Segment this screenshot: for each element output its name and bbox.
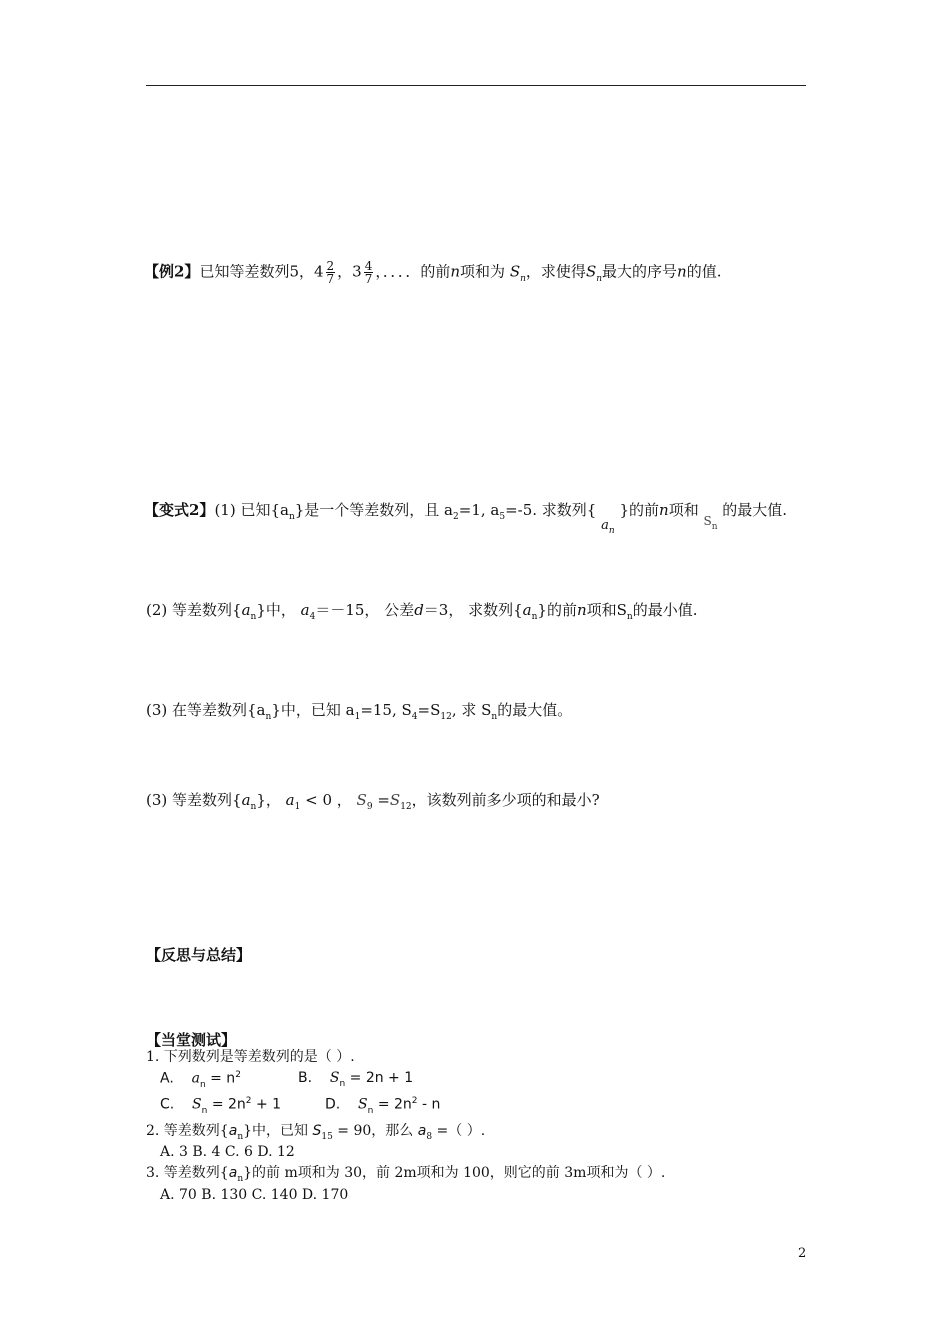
question-3-b [146,790,600,813]
subscript-1: 1 [294,802,301,812]
variant-text: }是一个等差数列，且 a [294,501,454,519]
var-S: S [329,1070,340,1086]
q3-text: }的前 m项和为 30，前 2m项和为 100，则它的前 3m项和为（ ）. [243,1165,666,1181]
subscript-n: n [531,612,538,622]
q3a-text: 的最大值。 [497,701,573,719]
subscript-n: n [250,802,257,812]
separator: ，3 [337,262,362,281]
var-a: a [241,791,251,809]
var-S: S [192,1096,202,1113]
var-a: a [300,601,310,619]
option-expr: = 2n + 1 [349,1070,414,1086]
example-2-label: 【例2】 [144,262,200,281]
variant-text: 项和 [668,501,699,519]
subscript-15: 15 [321,1132,333,1142]
fraction-numerator: 4 [364,259,373,273]
fraction-numerator: 2 [326,259,335,273]
subscript-12: 12 [400,802,412,812]
question-2 [146,600,698,623]
q3b-text: < 0 ， [305,791,352,809]
variant-text: =1, a [458,501,500,519]
variant-text: =-5. 求数列{ [505,501,597,519]
superscript-2: 2 [235,1070,241,1080]
q2-text: 2. 等差数列{ [146,1123,229,1139]
subscript-2: 2 [453,512,459,522]
subscript-8: 8 [426,1132,433,1142]
test-q1-optC [160,1096,282,1116]
var-S: S [616,601,627,619]
var-a: a [228,1165,238,1181]
subscript-n: n [339,1079,346,1089]
var-n: n [677,262,687,281]
subscript-n: n [237,1174,244,1184]
test-q3 [146,1164,665,1184]
q2-text: 项和 [586,601,617,619]
var-S: S [509,262,521,281]
var-S: S [703,514,712,528]
var-n: n [659,501,669,519]
subscript-n: n [201,1105,208,1116]
variant-2-part-1 [144,500,788,536]
fraction-denominator: 7 [326,272,335,286]
variant-2-label: 【变式2】 [144,501,215,519]
example-2-text: 项和为 [460,262,506,281]
subscript-4: 4 [411,712,418,722]
subscript-9: 9 [366,802,373,812]
var-a: a [228,1123,238,1139]
example-2 [144,260,721,285]
option-label: A. [160,1070,174,1087]
q2-text: ＝3， 求数列{ [423,601,523,619]
test-q3-options: A. 70 B. 130 C. 140 D. 170 [160,1187,349,1203]
subscript-n: n [367,1105,374,1116]
superscript-2: 2 [411,1096,418,1106]
q2-text: }的前 [537,601,577,619]
var-a: a [191,1070,200,1087]
test-q2 [146,1122,485,1142]
subscript-n: n [250,612,257,622]
example-2-text: 的值. [686,262,722,281]
subscript-12: 12 [440,712,452,722]
var-S: S [389,791,401,809]
test-q1-optD [325,1096,441,1116]
option-label: C. [160,1096,175,1113]
subscript-n: n [608,526,615,536]
subscript-n: n [265,712,272,722]
test-q1-optA [160,1070,241,1090]
question-3-a [146,700,572,723]
option-expr: = 2n [377,1096,412,1113]
var-a: a [417,1123,427,1139]
subscript-n: n [288,512,295,522]
test-q1-optB [298,1070,414,1089]
example-2-text: ，求使得 [525,262,586,281]
q2-text: ＝－15， 公差 [315,601,415,619]
q3b-text: }， [256,791,281,809]
q2-text: =（ ）. [436,1123,486,1139]
subscript-4: 4 [309,612,316,622]
var-S-n [703,514,718,532]
subscript-1: 1 [354,712,361,722]
subscript-n: n [237,1132,244,1142]
q3a-text: }中，已知 a [271,701,355,719]
example-2-text: 已知等差数列5，4 [199,262,324,281]
q3a-text: =S [417,701,441,719]
var-S: S [312,1123,322,1139]
test-q1: 1. 下列数列是等差数列的是（ ）. [146,1049,355,1065]
page-number: 2 [798,1246,807,1261]
header-rule [146,85,806,86]
q3-text: 3. 等差数列{ [146,1165,229,1181]
q2-text: }中，已知 [243,1123,309,1139]
fraction-denominator: 7 [364,272,373,286]
option-expr: = 2n [211,1096,246,1113]
option-expr: - n [421,1096,441,1113]
q3a-text: , 求 S [451,701,492,719]
var-a: a [285,791,295,809]
option-expr: + 1 [255,1096,282,1113]
subscript-n: n [626,612,633,622]
q3b-text: (3) 等差数列{ [146,791,242,809]
var-a: a [522,601,532,619]
q2-text: 的最小值. [632,601,698,619]
superscript-2: 2 [245,1096,252,1106]
var-a: a [241,601,251,619]
example-2-text: ，．．．．的前 [375,262,451,281]
var-S: S [358,1096,368,1113]
test-q2-options: A. 3 B. 4 C. 6 D. 12 [160,1144,295,1160]
q3a-text: (3) 在等差数列{a [146,701,266,719]
var-n: n [450,262,461,281]
fraction-2-7 [326,260,336,285]
subscript-n: n [491,712,498,722]
fraction-4-7 [364,260,374,285]
test-heading: 【当堂测试】 [146,1031,237,1049]
q2-text: }中， [256,601,296,619]
example-2-text: 最大的序号 [602,262,678,281]
subscript-5: 5 [499,512,506,522]
var-n: n [576,601,587,619]
var-d: d [414,601,424,619]
q3b-text: ，该数列前多少项的和最小? [411,791,600,809]
variant-text: (1) 已知{a [214,501,289,519]
subscript-n: n [520,273,526,284]
option-label: D. [325,1096,341,1113]
q3b-text: = [377,791,390,809]
subscript-n: n [711,522,718,532]
q2-text: = 90，那么 [337,1123,414,1139]
var-a-n [601,518,615,536]
option-expr: = n [210,1070,236,1087]
q2-text: (2) 等差数列{ [146,601,242,619]
subscript-n: n [596,273,603,284]
subscript-n: n [199,1079,206,1090]
var-S: S [585,262,597,281]
variant-text: }的前 [619,501,660,519]
reflection-heading: 【反思与总结】 [146,946,252,964]
variant-text: 的最大值. [722,501,788,519]
option-label: B. [298,1070,313,1086]
var-S: S [356,791,367,809]
var-a: a [601,518,609,533]
q3a-text: =15, S [360,701,412,719]
